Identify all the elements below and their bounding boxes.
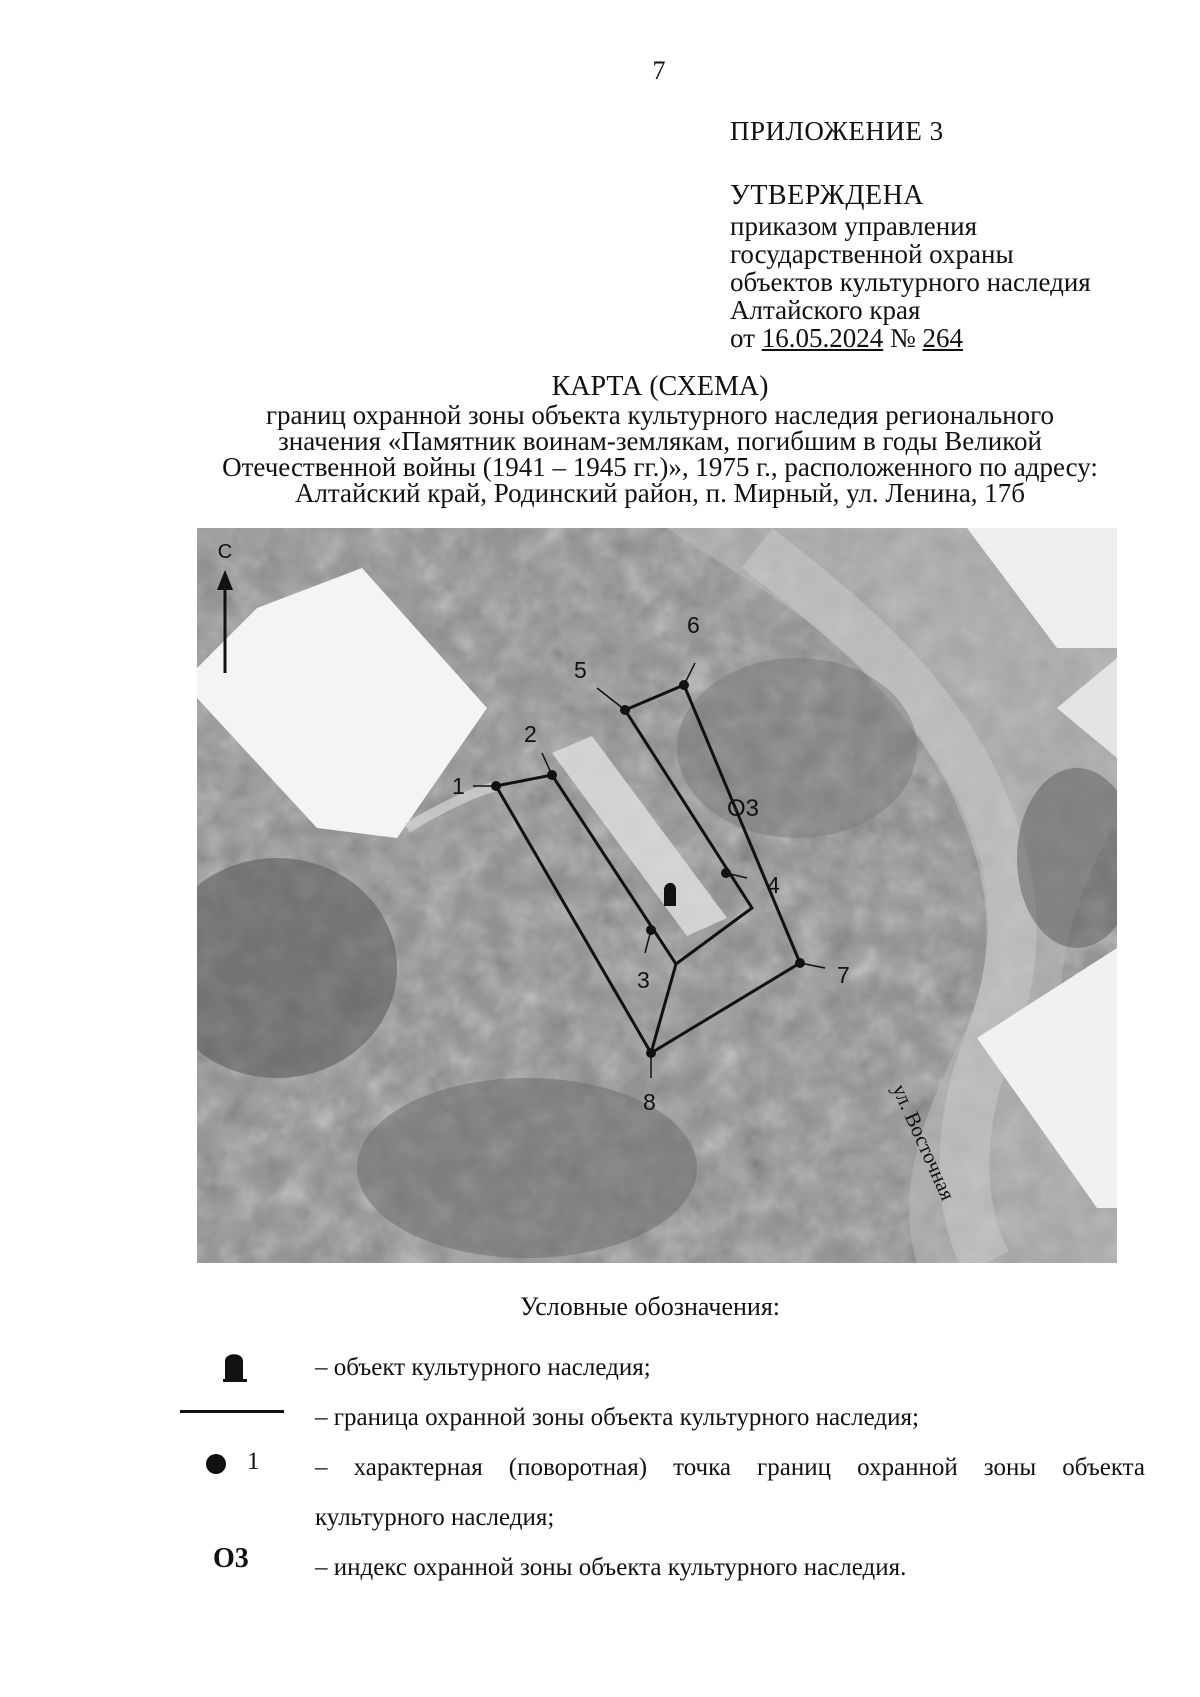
point-label: 1: [452, 773, 465, 799]
order-reference: [730, 324, 1091, 352]
approved-line: государственной охраны: [730, 239, 1014, 269]
legend-item-object: – объект культурного наследия;: [315, 1354, 651, 1381]
order-number: 264: [922, 323, 963, 353]
monument-icon: [223, 1353, 247, 1383]
turning-point-icon: [206, 1454, 226, 1474]
map-title-line: границ охранной зоны объекта культурного наследия регионального: [265, 400, 1055, 430]
point-label: 3: [637, 967, 650, 993]
approved-line: приказом управления: [730, 211, 978, 241]
map-title-line: Отечественной войны (1941 – 1945 гг.)», 1975 г., расположенного по адресу:: [222, 452, 1098, 482]
legend-item-point: – характерная (поворотная) точка границ охранной зоны объекта: [315, 1454, 1145, 1481]
order-prefix: от: [730, 323, 755, 353]
street-label: ул. Восточная: [887, 1080, 961, 1204]
imagery-background: [197, 528, 1117, 1263]
boundary-line-symbol: [180, 1410, 284, 1413]
satellite-map: [197, 528, 1117, 1263]
appendix-title: ПРИЛОЖЕНИЕ 3: [730, 116, 944, 146]
point-label: 8: [643, 1089, 656, 1115]
legend-item-boundary: – граница охранной зоны объекта культурного наследия;: [315, 1404, 919, 1431]
approved-line: объектов культурного наследия: [730, 267, 1091, 297]
point-label: 6: [687, 612, 700, 638]
approved-heading: УТВЕРЖДЕНА: [730, 180, 925, 211]
order-date: 16.05.2024: [761, 323, 884, 353]
point-label: 2: [524, 721, 537, 747]
map-title-main: КАРТА (СХЕМА): [551, 371, 769, 402]
legend-item-zone-index: – индекс охранной зоны объекта культурного наследия.: [315, 1554, 907, 1581]
turning-point-symbol-number: 1: [247, 1448, 260, 1475]
approved-line: Алтайского края: [730, 295, 921, 325]
zone-index-symbol: О3: [213, 1543, 249, 1574]
legend-item-point-cont: культурного наследия;: [315, 1504, 555, 1531]
zone-index-label: О3: [727, 795, 760, 822]
page-number: 7: [652, 56, 666, 85]
map-title: [150, 371, 1170, 508]
map-title-line: Алтайский край, Родинский район, п. Мирный, ул. Ленина, 17б: [294, 478, 1026, 508]
map-title-line: значения «Памятник воинам-землякам, погибшим в годы Великой: [278, 426, 1042, 456]
legend-title: Условные обозначения:: [519, 1292, 781, 1321]
point-label: 7: [837, 962, 850, 988]
north-label: С: [217, 541, 233, 563]
approval-block: [730, 182, 1091, 352]
monument-icon: [664, 883, 676, 906]
point-label: 4: [767, 872, 780, 898]
order-number-sign: №: [889, 323, 916, 353]
point-label: 5: [574, 657, 587, 683]
